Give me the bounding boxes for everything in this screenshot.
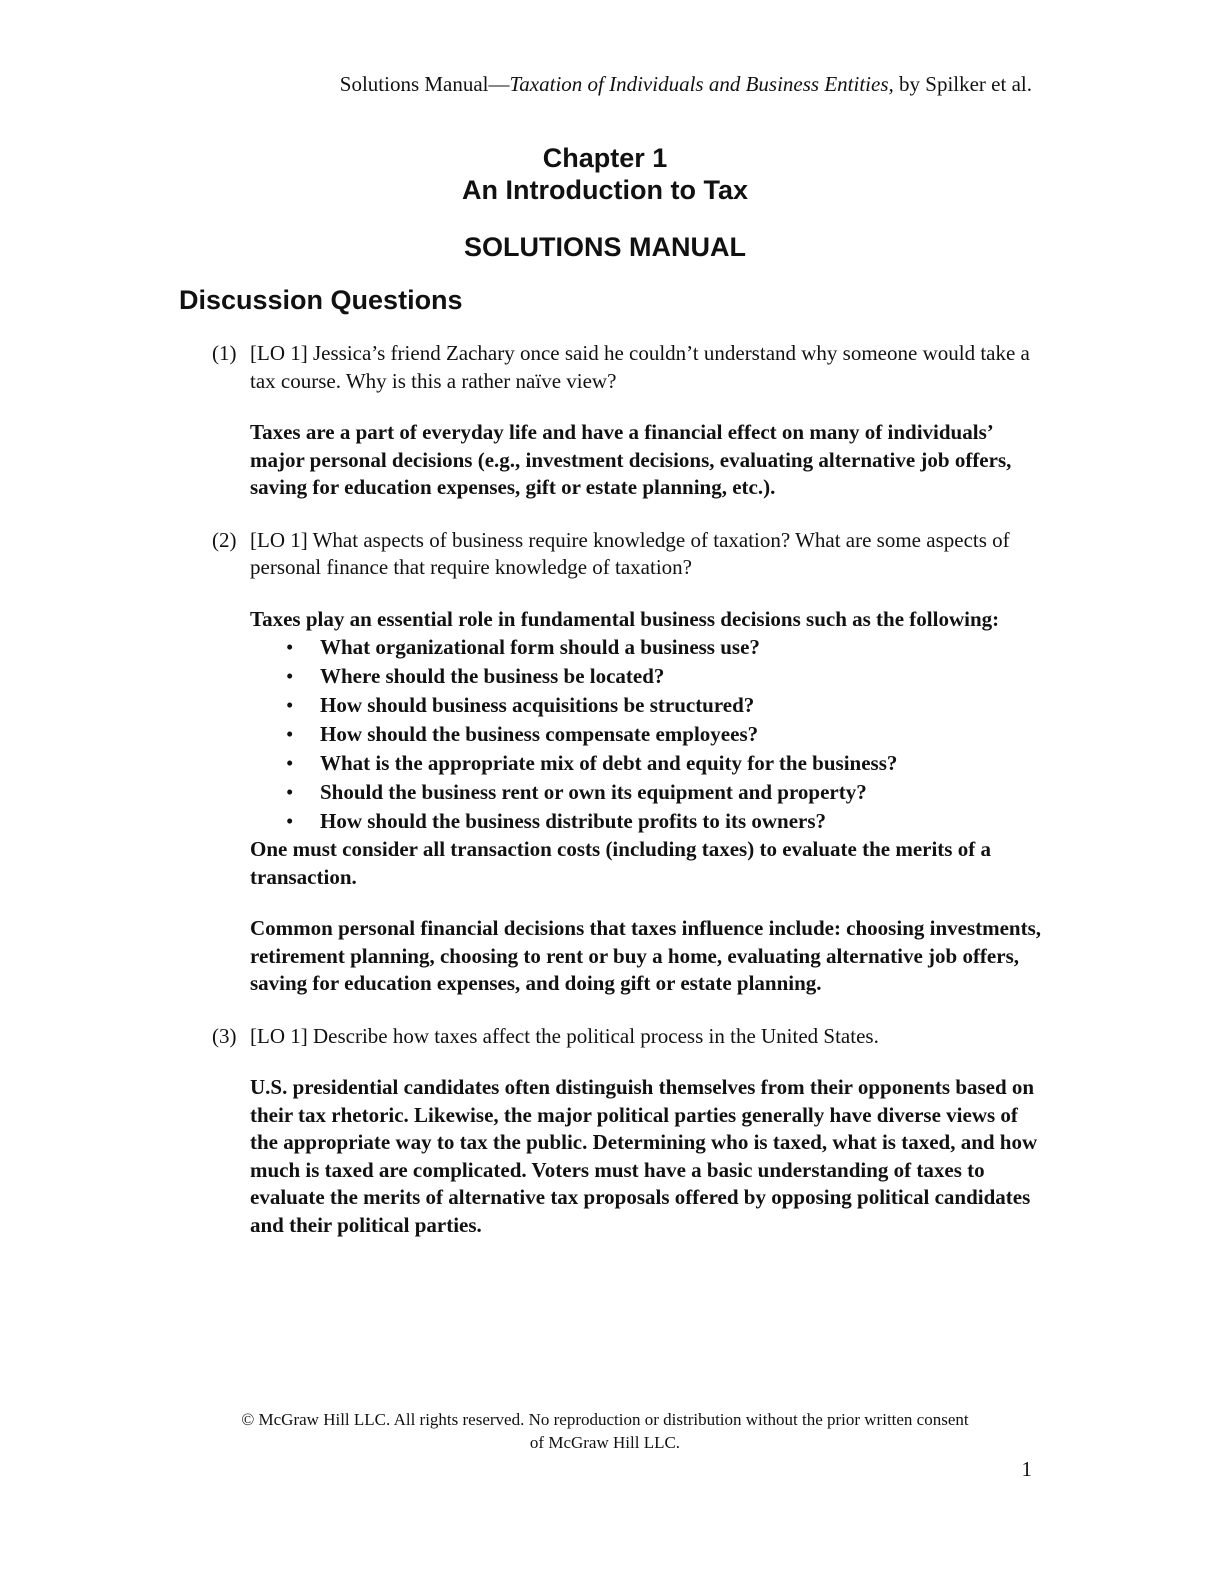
- copyright-footer: [170, 1408, 1040, 1454]
- bullet-icon: •: [286, 693, 294, 717]
- bullet-icon: •: [286, 751, 294, 775]
- question-3: [212, 1023, 1042, 1051]
- list-item: • How should business acquisitions be structured?: [282, 691, 1042, 720]
- page-number: 1: [1021, 1457, 1032, 1481]
- question-number: (1): [212, 341, 237, 365]
- running-header: [340, 72, 1032, 97]
- list-item: • How should the business compensate employees?: [282, 720, 1042, 749]
- bullet-icon: •: [286, 635, 294, 659]
- question-text: [LO 1] What aspects of business require knowledge of taxation? What are some aspects of personal finance that require knowledge of taxation?: [250, 527, 1010, 579]
- header-prefix: Solutions Manual—: [339, 72, 510, 96]
- footer-line-1: © McGraw Hill LLC. All rights reserved. No reproduction or distribution without the prior written consent: [241, 1410, 969, 1429]
- answer-3: U.S. presidential candidates often distinguish themselves from their opponents based on their tax rhetoric. Likewise, the major political parties generally have diverse views of the appropriate way to tax the public. Determining who is taxed, what is taxed, and how much is taxed are complicated. Voters must have a basic understanding of taxes to evaluate the merits of alternative tax proposals offered by opposing political candidates and their political parties.: [250, 1075, 1038, 1237]
- business-decisions-list: [250, 633, 1042, 836]
- question-1: [212, 340, 1042, 395]
- title-block: [0, 142, 1210, 263]
- answer-2: [250, 606, 1042, 998]
- list-item: • How should the business distribute profits to its owners?: [282, 807, 1042, 836]
- section-heading: Discussion Questions: [179, 285, 463, 315]
- question-text: [LO 1] Describe how taxes affect the political process in the United States.: [250, 1023, 879, 1048]
- bullet-icon: •: [286, 722, 294, 746]
- questions-list: [212, 340, 1042, 1239]
- document-subtitle: SOLUTIONS MANUAL: [464, 232, 746, 262]
- footer-line-2: of McGraw Hill LLC.: [529, 1433, 681, 1452]
- answer-personal: Common personal financial decisions that taxes influence include: choosing investments, retirement planning, choosing to rent or buy a home, evaluating alternative job offers, saving for education expenses, and doing gift or estate planning.: [250, 916, 1042, 995]
- bullet-icon: •: [286, 664, 294, 688]
- question-text: [LO 1] Jessica’s friend Zachary once said he couldn’t understand why someone would take a tax course. Why is this a rather naïve view?: [250, 341, 1030, 393]
- list-item: • What organizational form should a business use?: [282, 633, 1042, 662]
- bullet-icon: •: [286, 780, 294, 804]
- list-item: • What is the appropriate mix of debt and equity for the business?: [282, 749, 1042, 778]
- question-2: [212, 527, 1042, 582]
- question-number: (3): [212, 1023, 237, 1048]
- bullet-icon: •: [286, 809, 294, 833]
- answer-intro: Taxes play an essential role in fundamental business decisions such as the following:: [250, 606, 1000, 631]
- list-item: • Where should the business be located?: [282, 662, 1042, 691]
- list-item: • Should the business rent or own its equipment and property?: [282, 778, 1042, 807]
- header-suffix: by Spilker et al.: [893, 72, 1032, 96]
- answer-1: Taxes are a part of everyday life and have a financial effect on many of individuals’ major personal decisions (e.g., investment decisions, evaluating alternative job offers, saving for education expenses, gift or estate planning, etc.).: [250, 420, 1012, 499]
- question-number: (2): [212, 527, 237, 552]
- answer-conclusion: One must consider all transaction costs (including taxes) to evaluate the merits of a transaction.: [250, 837, 991, 889]
- chapter-title: An Introduction to Tax: [462, 175, 748, 205]
- chapter-number: Chapter 1: [542, 143, 668, 173]
- header-book-title: Taxation of Individuals and Business Entities,: [509, 72, 894, 96]
